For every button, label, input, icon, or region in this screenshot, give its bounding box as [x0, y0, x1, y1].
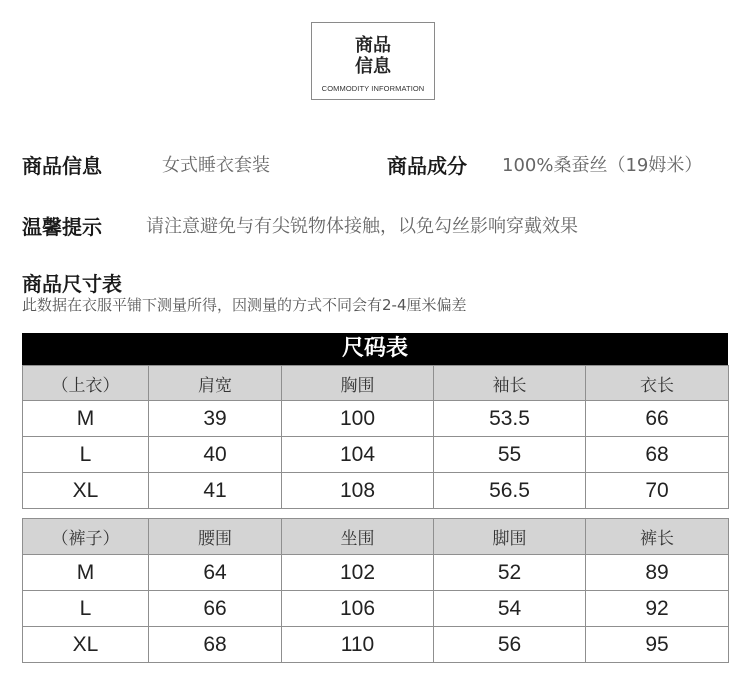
table-cell: 106: [282, 591, 434, 627]
table-cell: 68: [586, 437, 729, 473]
bottom-size-table: [22, 518, 729, 663]
header-cell: 肩宽: [149, 366, 282, 401]
table-cell: 102: [282, 555, 434, 591]
table-cell: 100: [282, 401, 434, 437]
badge-title-line1: 商品: [355, 35, 391, 56]
table-cell: 41: [149, 473, 282, 509]
tip-row: [22, 211, 578, 240]
table-row: [23, 591, 729, 627]
table-cell: M: [23, 401, 149, 437]
table-cell: XL: [23, 473, 149, 509]
table-cell: 55: [434, 437, 586, 473]
table-cell: L: [23, 591, 149, 627]
table-cell: 40: [149, 437, 282, 473]
header-cell: 袖长: [434, 366, 586, 401]
table-cell: 64: [149, 555, 282, 591]
table-cell: 92: [586, 591, 729, 627]
table-cell: M: [23, 555, 149, 591]
table-cell: L: [23, 437, 149, 473]
header-cell: （上衣）: [23, 366, 149, 401]
header-cell: 裤长: [586, 519, 729, 555]
table-cell: 110: [282, 627, 434, 663]
table-cell: 66: [586, 401, 729, 437]
product-info-row: [22, 150, 703, 179]
composition-value: 100%桑蚕丝（19姆米）: [502, 155, 703, 176]
header-cell: 腰围: [149, 519, 282, 555]
tip-value: 请注意避免与有尖锐物体接触，以免勾丝影响穿戴效果: [146, 216, 578, 237]
product-value: 女式睡衣套装: [162, 155, 270, 176]
composition-label: 商品成分: [387, 154, 467, 178]
size-chart-title: 商品尺寸表: [22, 272, 122, 296]
table-cell: 68: [149, 627, 282, 663]
table-row: [23, 401, 729, 437]
size-chart-banner: 尺码表: [22, 333, 728, 365]
table-cell: 56.5: [434, 473, 586, 509]
table-cell: 66: [149, 591, 282, 627]
badge-title-line2: 信息: [355, 56, 391, 77]
table-cell: 54: [434, 591, 586, 627]
header-cell: 胸围: [282, 366, 434, 401]
table-cell: 56: [434, 627, 586, 663]
badge-subtitle: COMMODITY INFORMATION: [321, 84, 425, 93]
table-row: [23, 473, 729, 509]
header-cell: 衣长: [586, 366, 729, 401]
table-row: [23, 437, 729, 473]
table-row: [23, 555, 729, 591]
table-header-row: [23, 366, 729, 401]
table-cell: XL: [23, 627, 149, 663]
commodity-info-badge: [311, 22, 435, 100]
table-cell: 95: [586, 627, 729, 663]
table-cell: 53.5: [434, 401, 586, 437]
table-cell: 52: [434, 555, 586, 591]
table-row: [23, 627, 729, 663]
tip-label: 温馨提示: [22, 215, 102, 239]
header-cell: （裤子）: [23, 519, 149, 555]
table-cell: 89: [586, 555, 729, 591]
table-cell: 39: [149, 401, 282, 437]
header-cell: 脚围: [434, 519, 586, 555]
measurement-note: 此数据在衣服平铺下测量所得，因测量的方式不同会有2-4厘米偏差: [22, 296, 467, 314]
table-cell: 104: [282, 437, 434, 473]
table-cell: 108: [282, 473, 434, 509]
header-cell: 坐围: [282, 519, 434, 555]
top-size-table: [22, 365, 729, 509]
table-cell: 70: [586, 473, 729, 509]
product-label: 商品信息: [22, 154, 102, 178]
table-header-row: [23, 519, 729, 555]
